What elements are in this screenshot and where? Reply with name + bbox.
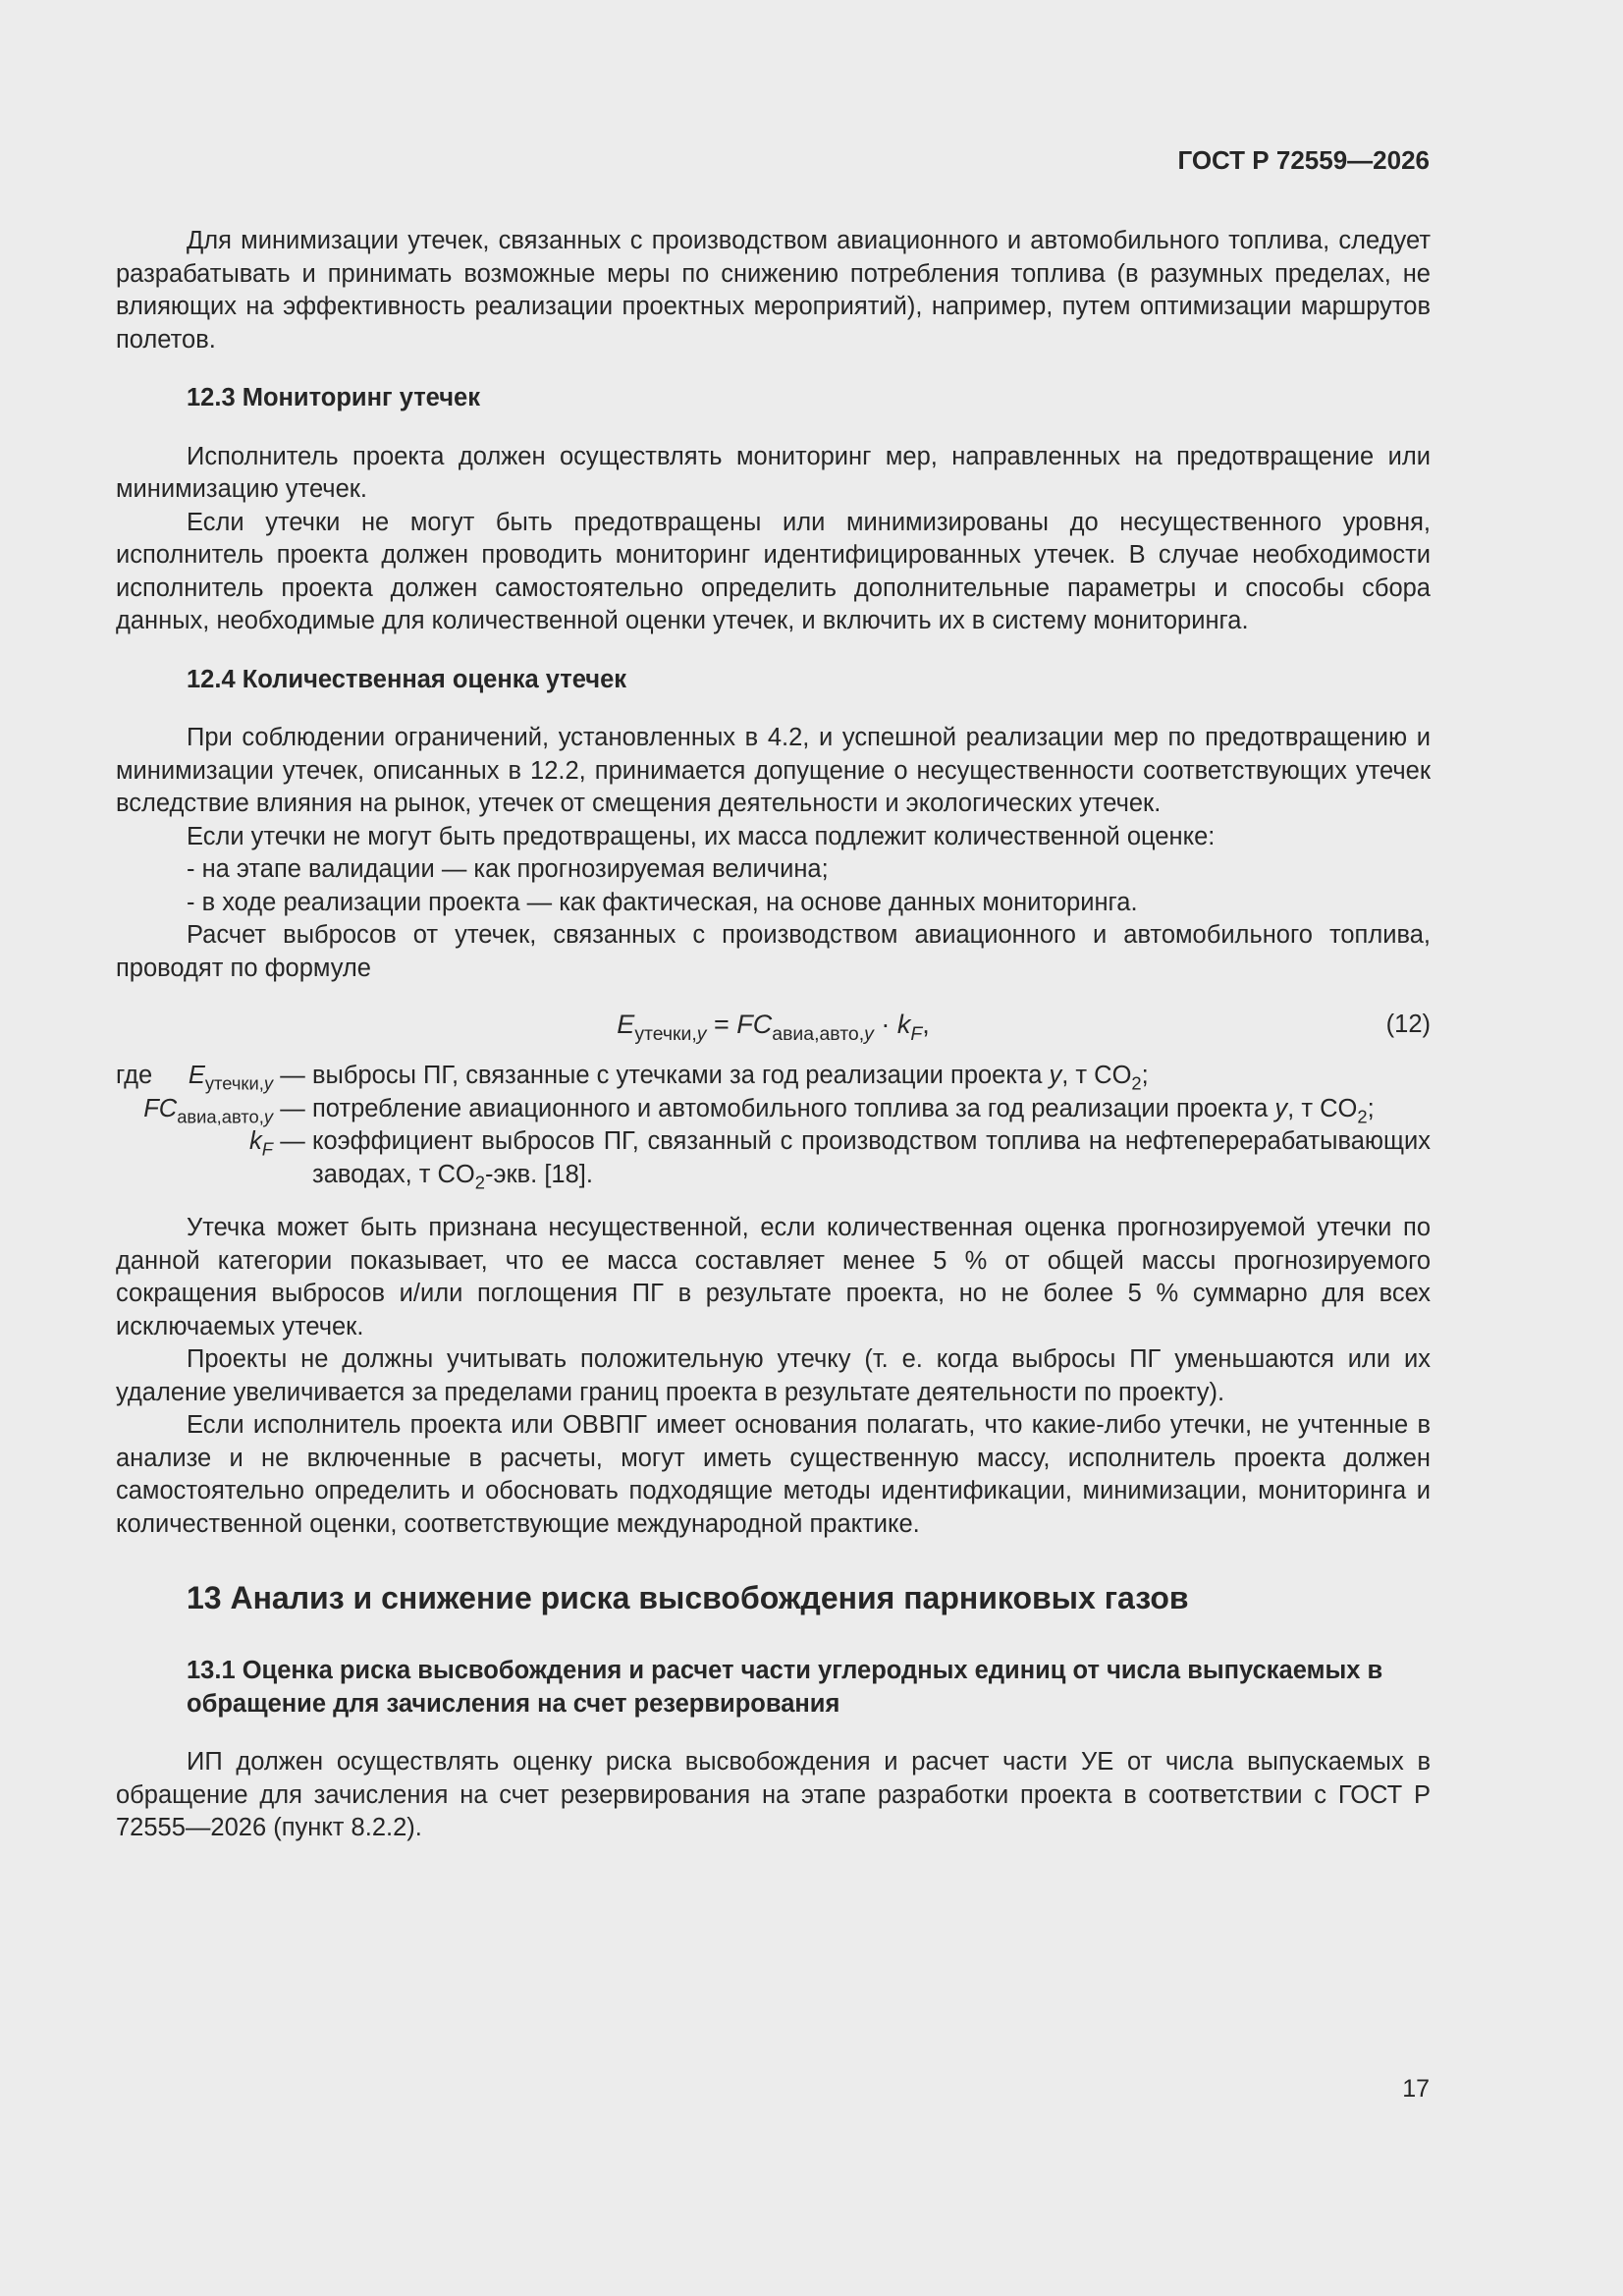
paragraph: Если утечки не могут быть предотвращены или минимизированы до несущественного уровня, исполнитель проекта должен проводить мониторинг идентифицированных утечек. В случае необходимости исполнитель проекта должен самостоятельно определить дополнительные параметры и способы сбора данных, необходимые для количественной оценки утечек, и включить их в систему мониторинга. [116,508,1431,634]
paragraph: Если утечки не могут быть предотвращены, их масса подлежит количественной оценке: [187,822,1216,850]
list-item: - на этапе валидации — как прогнозируемая величина; [187,855,829,883]
variable-description: коэффициент выбросов ПГ, связанный с производством топлива на нефтеперерабатывающих заводах, т $CO_2$-экв. [18]. [312,1127,1431,1192]
paragraph: Проекты не должны учитывать положительную утечку (т. е. когда выбросы ПГ уменьшаются или их удаление увеличивается за пределами границ проекта в результате деятельности по проекту). [116,1345,1431,1406]
variable-symbol: $k_F$ [249,1127,273,1160]
formula-12 [116,1003,1431,1052]
section-heading-13-1: 13.1 Оценка риска высвобождения и расчет части углеродных единиц от числа выпускаемых в обращение для зачисления на счет резервирования [187,1657,1383,1718]
page-number: 17 [1402,2075,1430,2103]
variable-symbol: где $E_{утечки,y}$ [116,1062,273,1094]
formula-number: (12) [1385,1011,1431,1038]
section-heading-13: 13 Анализ и снижение риска высвобождения парниковых газов [187,1580,1189,1615]
paragraph: Утечка может быть признана несущественной, если количественная оценка прогнозируемой утечки по данной категории показывает, что ее масса составляет менее 5 % от общей массы прогнозируемого сокращения выбросов и/или поглощения ПГ в результате проекта, но не более 5 % суммарно для всех исключаемых утечек. [116,1214,1431,1340]
paragraph: Если исполнитель проекта или ОВВПГ имеет основания полагать, что какие-либо утечки, не учтенные в анализе и не включенные в расчеты, могут иметь существенную массу, исполнитель проекта должен самостоятельно определить и обосновать подходящие методы идентификации, минимизации, мониторинга и количественной оценки, соответствующие международной практике. [116,1411,1431,1538]
paragraph: При соблюдении ограничений, установленных в 4.2, и успешной реализации мер по предотвращению и минимизации утечек, описанных в 12.2, принимается допущение о несущественности соответствующих утечек вследствие влияния на рынок, утечек от смещения деятельности и экологических утечек. [116,724,1431,817]
paragraph: Исполнитель проекта должен осуществлять мониторинг мер, направленных на предотвращение или минимизацию утечек. [116,442,1431,503]
list-item: - в ходе реализации проекта — как фактическая, на основе данных мониторинга. [187,888,1138,916]
variable-description: выбросы ПГ, связанные с утечками за год реализации проекта y, т $CO_2$; [312,1062,1149,1094]
standard-designation: ГОСТ Р 72559—2026 [1177,145,1430,175]
paragraph: Расчет выбросов от утечек, связанных с производством авиационного и автомобильного топлива, проводят по формуле [116,921,1431,982]
formula-expression: $E_{утечки,y} = FC_{авиа,авто,y} \cdot k_F$, [617,1010,930,1045]
variable-symbol: $FC_{авиа,авто,y}$ [143,1094,273,1126]
paragraph: ИП должен осуществлять оценку риска высвобождения и расчет части УЕ от числа выпускаемых в обращение для зачисления на счет резервирования на этапе разработки проекта в соответствии с ГОСТ Р 72555—2026 (пункт 8.2.2). [116,1748,1431,1841]
section-heading-12-4: 12.4 Количественная оценка утечек [187,665,627,693]
intro-paragraph: Для минимизации утечек, связанных с производством авиационного и автомобильного топлива, следует разрабатывать и принимать возможные меры по снижению потребления топлива (в разумных пределах, не влияющих на эффективность реализации проектных мероприятий), например, путем оптимизации маршрутов полетов. [116,227,1431,354]
variable-description: потребление авиационного и автомобильного топлива за год реализации проекта y, т $CO_2$; [312,1094,1375,1126]
variable-definitions: где $E_{утечки,y}$ — выбросы ПГ, связанные с утечками за год реализации проекта y, т $CO_2$; $FC_{авиа,авто,y}$ — потребление авиационного и автомобильного топлива за год реализации проекта y, т $CO_2$; $k_F$ — коэффициент выбросов ПГ, связанный с производством топлива на нефтеперерабатывающих заводах, т $CO_2$-экв. [18]. [116,1062,1431,1192]
section-heading-12-3: 12.3 Мониторинг утечек [187,384,480,411]
page-body [116,225,1431,1845]
